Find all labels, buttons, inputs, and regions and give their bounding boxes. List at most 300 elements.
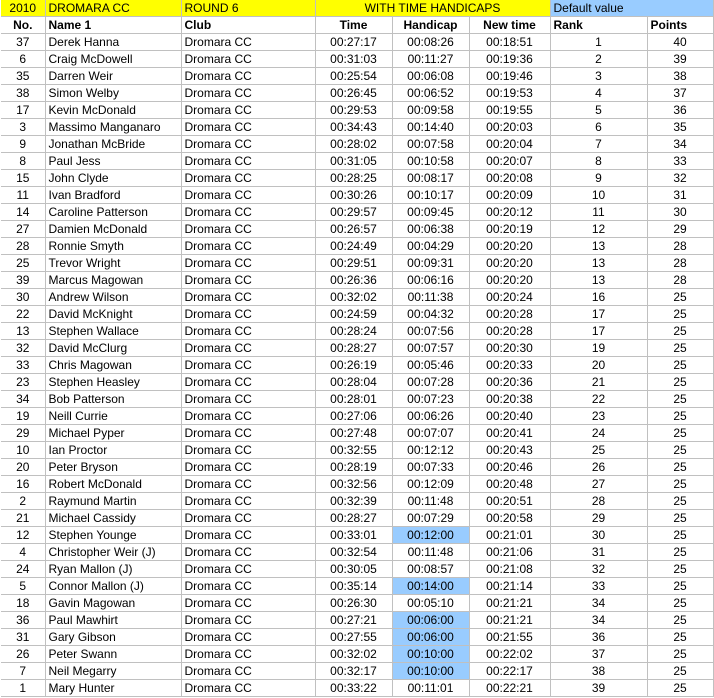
cell-new-time[interactable]: 00:20:08 [469, 170, 550, 187]
cell-new-time[interactable]: 00:19:53 [469, 85, 550, 102]
cell-name[interactable]: Kevin McDonald [45, 102, 181, 119]
cell-no[interactable]: 8 [1, 153, 45, 170]
cell-name[interactable]: Caroline Patterson [45, 204, 181, 221]
cell-handicap[interactable]: 00:04:32 [392, 306, 469, 323]
cell-time[interactable]: 00:28:02 [315, 136, 392, 153]
cell-name[interactable]: Stephen Heasley [45, 374, 181, 391]
cell-time[interactable]: 00:31:03 [315, 51, 392, 68]
cell-club[interactable]: Dromara CC [181, 255, 315, 272]
cell-time[interactable]: 00:26:36 [315, 272, 392, 289]
cell-time[interactable]: 00:32:55 [315, 442, 392, 459]
cell-handicap[interactable]: 00:10:58 [392, 153, 469, 170]
cell-no[interactable]: 25 [1, 255, 45, 272]
cell-new-time[interactable]: 00:21:14 [469, 578, 550, 595]
cell-handicap[interactable]: 00:08:26 [392, 34, 469, 51]
cell-no[interactable]: 34 [1, 391, 45, 408]
cell-handicap[interactable]: 00:07:58 [392, 136, 469, 153]
cell-no[interactable]: 32 [1, 340, 45, 357]
cell-points[interactable]: 29 [647, 221, 713, 238]
cell-rank[interactable]: 21 [550, 374, 647, 391]
cell-time[interactable]: 00:27:55 [315, 629, 392, 646]
cell-new-time[interactable]: 00:20:09 [469, 187, 550, 204]
cell-name[interactable]: Gary Gibson [45, 629, 181, 646]
cell-handicap[interactable]: 00:10:17 [392, 187, 469, 204]
cell-club[interactable]: Dromara CC [181, 102, 315, 119]
cell-new-time[interactable]: 00:22:17 [469, 663, 550, 680]
header-name[interactable]: Name 1 [45, 17, 181, 34]
cell-points[interactable]: 25 [647, 425, 713, 442]
cell-time[interactable]: 00:27:06 [315, 408, 392, 425]
cell-new-time[interactable]: 00:19:46 [469, 68, 550, 85]
cell-points[interactable]: 25 [647, 357, 713, 374]
cell-name[interactable]: Mary Hunter [45, 680, 181, 697]
cell-time[interactable]: 00:25:54 [315, 68, 392, 85]
cell-points[interactable]: 25 [647, 527, 713, 544]
cell-points[interactable]: 25 [647, 646, 713, 663]
cell-handicap[interactable]: 00:11:01 [392, 680, 469, 697]
cell-no[interactable]: 22 [1, 306, 45, 323]
cell-rank[interactable]: 29 [550, 510, 647, 527]
cell-no[interactable]: 16 [1, 476, 45, 493]
cell-club[interactable]: Dromara CC [181, 204, 315, 221]
cell-name[interactable]: Neil Megarry [45, 663, 181, 680]
cell-handicap[interactable]: 00:07:33 [392, 459, 469, 476]
cell-club[interactable]: Dromara CC [181, 34, 315, 51]
cell-club[interactable]: Dromara CC [181, 459, 315, 476]
cell-points[interactable]: 25 [647, 629, 713, 646]
cell-no[interactable]: 36 [1, 612, 45, 629]
cell-rank[interactable]: 34 [550, 612, 647, 629]
cell-handicap[interactable]: 00:14:40 [392, 119, 469, 136]
cell-no[interactable]: 12 [1, 527, 45, 544]
cell-handicap[interactable]: 00:08:57 [392, 561, 469, 578]
cell-rank[interactable]: 38 [550, 663, 647, 680]
cell-points[interactable]: 40 [647, 34, 713, 51]
cell-name[interactable]: Peter Swann [45, 646, 181, 663]
cell-rank[interactable]: 6 [550, 119, 647, 136]
cell-no[interactable]: 37 [1, 34, 45, 51]
cell-club[interactable]: Dromara CC [181, 85, 315, 102]
cell-no[interactable]: 39 [1, 272, 45, 289]
cell-new-time[interactable]: 00:21:01 [469, 527, 550, 544]
cell-club[interactable]: Dromara CC [181, 476, 315, 493]
cell-handicap[interactable]: 00:07:07 [392, 425, 469, 442]
cell-club[interactable]: Dromara CC [181, 612, 315, 629]
cell-new-time[interactable]: 00:20:48 [469, 476, 550, 493]
cell-club[interactable]: Dromara CC [181, 153, 315, 170]
cell-points[interactable]: 25 [647, 306, 713, 323]
cell-club[interactable]: Dromara CC [181, 187, 315, 204]
cell-points[interactable]: 34 [647, 136, 713, 153]
cell-handicap[interactable]: 00:06:16 [392, 272, 469, 289]
cell-no[interactable]: 11 [1, 187, 45, 204]
cell-new-time[interactable]: 00:20:19 [469, 221, 550, 238]
cell-no[interactable]: 31 [1, 629, 45, 646]
cell-points[interactable]: 36 [647, 102, 713, 119]
cell-no[interactable]: 23 [1, 374, 45, 391]
cell-points[interactable]: 28 [647, 238, 713, 255]
cell-name[interactable]: Damien McDonald [45, 221, 181, 238]
cell-name[interactable]: Stephen Wallace [45, 323, 181, 340]
cell-new-time[interactable]: 00:22:02 [469, 646, 550, 663]
cell-time[interactable]: 00:33:01 [315, 527, 392, 544]
header-new-time[interactable]: New time [469, 17, 550, 34]
cell-points[interactable]: 25 [647, 340, 713, 357]
cell-new-time[interactable]: 00:19:36 [469, 51, 550, 68]
cell-handicap[interactable]: 00:10:00 [392, 646, 469, 663]
cell-club[interactable]: Dromara CC [181, 272, 315, 289]
cell-handicap[interactable]: 00:06:52 [392, 85, 469, 102]
cell-handicap[interactable]: 00:12:12 [392, 442, 469, 459]
cell-rank[interactable]: 27 [550, 476, 647, 493]
cell-new-time[interactable]: 00:20:07 [469, 153, 550, 170]
cell-time[interactable]: 00:32:17 [315, 663, 392, 680]
cell-no[interactable]: 18 [1, 595, 45, 612]
cell-handicap[interactable]: 00:09:31 [392, 255, 469, 272]
cell-points[interactable]: 37 [647, 85, 713, 102]
cell-name[interactable]: Michael Cassidy [45, 510, 181, 527]
cell-handicap[interactable]: 00:05:10 [392, 595, 469, 612]
cell-new-time[interactable]: 00:20:36 [469, 374, 550, 391]
cell-no[interactable]: 24 [1, 561, 45, 578]
cell-points[interactable]: 33 [647, 153, 713, 170]
cell-club[interactable]: Dromara CC [181, 221, 315, 238]
cell-time[interactable]: 00:30:26 [315, 187, 392, 204]
cell-name[interactable]: David McClurg [45, 340, 181, 357]
cell-new-time[interactable]: 00:22:21 [469, 680, 550, 697]
cell-time[interactable]: 00:27:21 [315, 612, 392, 629]
cell-handicap[interactable]: 00:12:09 [392, 476, 469, 493]
cell-name[interactable]: Derek Hanna [45, 34, 181, 51]
cell-rank[interactable]: 16 [550, 289, 647, 306]
cell-rank[interactable]: 33 [550, 578, 647, 595]
cell-no[interactable]: 17 [1, 102, 45, 119]
cell-points[interactable]: 25 [647, 374, 713, 391]
cell-points[interactable]: 25 [647, 408, 713, 425]
cell-time[interactable]: 00:28:27 [315, 340, 392, 357]
cell-handicap[interactable]: 00:11:27 [392, 51, 469, 68]
cell-no[interactable]: 26 [1, 646, 45, 663]
cell-handicap[interactable]: 00:04:29 [392, 238, 469, 255]
cell-rank[interactable]: 13 [550, 272, 647, 289]
cell-name[interactable]: Ronnie Smyth [45, 238, 181, 255]
cell-points[interactable]: 25 [647, 493, 713, 510]
cell-new-time[interactable]: 00:19:55 [469, 102, 550, 119]
cell-new-time[interactable]: 00:20:40 [469, 408, 550, 425]
cell-rank[interactable]: 28 [550, 493, 647, 510]
cell-no[interactable]: 14 [1, 204, 45, 221]
cell-handicap[interactable]: 00:05:46 [392, 357, 469, 374]
cell-handicap[interactable]: 00:12:00 [392, 527, 469, 544]
cell-time[interactable]: 00:32:02 [315, 646, 392, 663]
cell-new-time[interactable]: 00:20:20 [469, 255, 550, 272]
cell-handicap[interactable]: 00:06:00 [392, 612, 469, 629]
cell-no[interactable]: 1 [1, 680, 45, 697]
cell-club[interactable]: Dromara CC [181, 391, 315, 408]
cell-rank[interactable]: 22 [550, 391, 647, 408]
cell-name[interactable]: Peter Bryson [45, 459, 181, 476]
cell-points[interactable]: 28 [647, 272, 713, 289]
cell-handicap[interactable]: 00:07:28 [392, 374, 469, 391]
cell-rank[interactable]: 20 [550, 357, 647, 374]
cell-name[interactable]: Connor Mallon (J) [45, 578, 181, 595]
cell-points[interactable]: 25 [647, 289, 713, 306]
cell-no[interactable]: 15 [1, 170, 45, 187]
header-handicap[interactable]: Handicap [392, 17, 469, 34]
cell-rank[interactable]: 11 [550, 204, 647, 221]
cell-rank[interactable]: 5 [550, 102, 647, 119]
cell-club[interactable]: Dromara CC [181, 306, 315, 323]
cell-name[interactable]: David McKnight [45, 306, 181, 323]
cell-no[interactable]: 10 [1, 442, 45, 459]
cell-name[interactable]: Andrew Wilson [45, 289, 181, 306]
cell-name[interactable]: Simon Welby [45, 85, 181, 102]
cell-rank[interactable]: 2 [550, 51, 647, 68]
cell-club[interactable]: Dromara CC [181, 510, 315, 527]
header-rank[interactable]: Rank [550, 17, 647, 34]
header-points[interactable]: Points [647, 17, 713, 34]
cell-new-time[interactable]: 00:20:20 [469, 238, 550, 255]
cell-no[interactable]: 20 [1, 459, 45, 476]
cell-no[interactable]: 9 [1, 136, 45, 153]
cell-new-time[interactable]: 00:20:46 [469, 459, 550, 476]
header-time[interactable]: Time [315, 17, 392, 34]
cell-rank[interactable]: 13 [550, 255, 647, 272]
cell-name[interactable]: Ivan Bradford [45, 187, 181, 204]
cell-new-time[interactable]: 00:20:58 [469, 510, 550, 527]
cell-club[interactable]: Dromara CC [181, 340, 315, 357]
cell-club[interactable]: Dromara CC [181, 357, 315, 374]
cell-points[interactable]: 25 [647, 323, 713, 340]
cell-time[interactable]: 00:26:57 [315, 221, 392, 238]
cell-handicap[interactable]: 00:06:00 [392, 629, 469, 646]
cell-points[interactable]: 25 [647, 442, 713, 459]
cell-rank[interactable]: 37 [550, 646, 647, 663]
header-no[interactable]: No. [1, 17, 45, 34]
cell-no[interactable]: 6 [1, 51, 45, 68]
cell-points[interactable]: 25 [647, 459, 713, 476]
cell-handicap[interactable]: 00:14:00 [392, 578, 469, 595]
cell-time[interactable]: 00:33:22 [315, 680, 392, 697]
cell-time[interactable]: 00:26:19 [315, 357, 392, 374]
cell-handicap[interactable]: 00:11:38 [392, 289, 469, 306]
cell-rank[interactable]: 25 [550, 442, 647, 459]
cell-club[interactable]: Dromara CC [181, 527, 315, 544]
cell-club[interactable]: Dromara CC [181, 170, 315, 187]
cell-club[interactable]: Dromara CC [181, 595, 315, 612]
cell-new-time[interactable]: 00:21:06 [469, 544, 550, 561]
cell-points[interactable]: 25 [647, 680, 713, 697]
cell-name[interactable]: Raymund Martin [45, 493, 181, 510]
cell-rank[interactable]: 24 [550, 425, 647, 442]
cell-points[interactable]: 31 [647, 187, 713, 204]
cell-name[interactable]: Massimo Manganaro [45, 119, 181, 136]
cell-club[interactable]: Dromara CC [181, 51, 315, 68]
cell-time[interactable]: 00:29:51 [315, 255, 392, 272]
cell-new-time[interactable]: 00:20:28 [469, 323, 550, 340]
cell-no[interactable]: 38 [1, 85, 45, 102]
header-club[interactable]: Club [181, 17, 315, 34]
cell-name[interactable]: Michael Pyper [45, 425, 181, 442]
cell-club-title[interactable]: DROMARA CC [45, 0, 181, 17]
cell-name[interactable]: John Clyde [45, 170, 181, 187]
cell-no[interactable]: 13 [1, 323, 45, 340]
cell-rank[interactable]: 39 [550, 680, 647, 697]
cell-time[interactable]: 00:27:48 [315, 425, 392, 442]
cell-no[interactable]: 30 [1, 289, 45, 306]
cell-time[interactable]: 00:29:53 [315, 102, 392, 119]
cell-no[interactable]: 27 [1, 221, 45, 238]
cell-points[interactable]: 25 [647, 595, 713, 612]
cell-name[interactable]: Craig McDowell [45, 51, 181, 68]
cell-points[interactable]: 25 [647, 612, 713, 629]
cell-handicap[interactable]: 00:07:23 [392, 391, 469, 408]
cell-name[interactable]: Chris Magowan [45, 357, 181, 374]
cell-new-time[interactable]: 00:18:51 [469, 34, 550, 51]
cell-handicap[interactable]: 00:08:17 [392, 170, 469, 187]
cell-new-time[interactable]: 00:20:04 [469, 136, 550, 153]
cell-club[interactable]: Dromara CC [181, 493, 315, 510]
cell-club[interactable]: Dromara CC [181, 136, 315, 153]
cell-name[interactable]: Neill Currie [45, 408, 181, 425]
cell-name[interactable]: Darren Weir [45, 68, 181, 85]
cell-time[interactable]: 00:32:39 [315, 493, 392, 510]
cell-no[interactable]: 2 [1, 493, 45, 510]
cell-name[interactable]: Trevor Wright [45, 255, 181, 272]
cell-new-time[interactable]: 00:21:21 [469, 595, 550, 612]
cell-rank[interactable]: 26 [550, 459, 647, 476]
cell-handicap[interactable]: 00:09:58 [392, 102, 469, 119]
cell-points[interactable]: 30 [647, 204, 713, 221]
cell-rank[interactable]: 17 [550, 323, 647, 340]
cell-club[interactable]: Dromara CC [181, 289, 315, 306]
cell-club[interactable]: Dromara CC [181, 238, 315, 255]
cell-time[interactable]: 00:28:27 [315, 510, 392, 527]
cell-new-time[interactable]: 00:20:30 [469, 340, 550, 357]
cell-club[interactable]: Dromara CC [181, 119, 315, 136]
cell-club[interactable]: Dromara CC [181, 680, 315, 697]
cell-points[interactable]: 25 [647, 663, 713, 680]
cell-handicap[interactable]: 00:11:48 [392, 544, 469, 561]
cell-new-time[interactable]: 00:20:24 [469, 289, 550, 306]
cell-name[interactable]: Ian Proctor [45, 442, 181, 459]
cell-club[interactable]: Dromara CC [181, 629, 315, 646]
cell-handicap[interactable]: 00:06:08 [392, 68, 469, 85]
cell-points[interactable]: 38 [647, 68, 713, 85]
cell-time[interactable]: 00:26:30 [315, 595, 392, 612]
cell-no[interactable]: 7 [1, 663, 45, 680]
cell-no[interactable]: 5 [1, 578, 45, 595]
cell-new-time[interactable]: 00:20:51 [469, 493, 550, 510]
cell-new-time[interactable]: 00:21:55 [469, 629, 550, 646]
cell-time[interactable]: 00:35:14 [315, 578, 392, 595]
cell-points[interactable]: 25 [647, 561, 713, 578]
cell-time[interactable]: 00:30:05 [315, 561, 392, 578]
cell-time[interactable]: 00:28:04 [315, 374, 392, 391]
cell-name[interactable]: Stephen Younge [45, 527, 181, 544]
cell-rank[interactable]: 9 [550, 170, 647, 187]
cell-name[interactable]: Gavin Magowan [45, 595, 181, 612]
cell-club[interactable]: Dromara CC [181, 561, 315, 578]
cell-points[interactable]: 35 [647, 119, 713, 136]
cell-rank[interactable]: 7 [550, 136, 647, 153]
cell-rank[interactable]: 31 [550, 544, 647, 561]
cell-club[interactable]: Dromara CC [181, 323, 315, 340]
cell-rank[interactable]: 36 [550, 629, 647, 646]
cell-rank[interactable]: 32 [550, 561, 647, 578]
cell-time[interactable]: 00:34:43 [315, 119, 392, 136]
cell-no[interactable]: 28 [1, 238, 45, 255]
cell-name[interactable]: Marcus Magowan [45, 272, 181, 289]
cell-new-time[interactable]: 00:20:20 [469, 272, 550, 289]
cell-club[interactable]: Dromara CC [181, 408, 315, 425]
cell-points[interactable]: 25 [647, 578, 713, 595]
cell-no[interactable]: 19 [1, 408, 45, 425]
cell-name[interactable]: Christopher Weir (J) [45, 544, 181, 561]
cell-time[interactable]: 00:32:54 [315, 544, 392, 561]
cell-new-time[interactable]: 00:20:38 [469, 391, 550, 408]
cell-time[interactable]: 00:26:45 [315, 85, 392, 102]
cell-points[interactable]: 39 [647, 51, 713, 68]
cell-new-time[interactable]: 00:20:41 [469, 425, 550, 442]
cell-year[interactable]: 2010 [1, 0, 45, 17]
cell-handicap[interactable]: 00:11:48 [392, 493, 469, 510]
cell-new-time[interactable]: 00:20:28 [469, 306, 550, 323]
cell-handicap[interactable]: 00:06:26 [392, 408, 469, 425]
cell-rank[interactable]: 17 [550, 306, 647, 323]
cell-default-value[interactable]: Default value [550, 0, 713, 17]
cell-club[interactable]: Dromara CC [181, 646, 315, 663]
cell-new-time[interactable]: 00:20:12 [469, 204, 550, 221]
cell-points[interactable]: 32 [647, 170, 713, 187]
cell-handicap[interactable]: 00:07:56 [392, 323, 469, 340]
cell-new-time[interactable]: 00:21:21 [469, 612, 550, 629]
cell-time[interactable]: 00:28:19 [315, 459, 392, 476]
cell-rank[interactable]: 34 [550, 595, 647, 612]
cell-rank[interactable]: 10 [550, 187, 647, 204]
cell-new-time[interactable]: 00:21:08 [469, 561, 550, 578]
cell-rank[interactable]: 30 [550, 527, 647, 544]
cell-handicap[interactable]: 00:10:00 [392, 663, 469, 680]
cell-club[interactable]: Dromara CC [181, 578, 315, 595]
cell-time[interactable]: 00:24:59 [315, 306, 392, 323]
cell-time[interactable]: 00:24:49 [315, 238, 392, 255]
cell-rank[interactable]: 1 [550, 34, 647, 51]
cell-name[interactable]: Paul Jess [45, 153, 181, 170]
cell-rank[interactable]: 23 [550, 408, 647, 425]
cell-handicap[interactable]: 00:07:29 [392, 510, 469, 527]
cell-club[interactable]: Dromara CC [181, 442, 315, 459]
cell-name[interactable]: Jonathan McBride [45, 136, 181, 153]
cell-rank[interactable]: 19 [550, 340, 647, 357]
cell-new-time[interactable]: 00:20:43 [469, 442, 550, 459]
cell-points[interactable]: 25 [647, 544, 713, 561]
cell-time[interactable]: 00:29:57 [315, 204, 392, 221]
cell-time[interactable]: 00:28:01 [315, 391, 392, 408]
cell-time[interactable]: 00:27:17 [315, 34, 392, 51]
cell-points[interactable]: 25 [647, 391, 713, 408]
cell-no[interactable]: 21 [1, 510, 45, 527]
cell-no[interactable]: 29 [1, 425, 45, 442]
cell-club[interactable]: Dromara CC [181, 425, 315, 442]
cell-rank[interactable]: 12 [550, 221, 647, 238]
cell-new-time[interactable]: 00:20:03 [469, 119, 550, 136]
cell-points[interactable]: 25 [647, 510, 713, 527]
cell-rank[interactable]: 3 [550, 68, 647, 85]
cell-name[interactable]: Paul Mawhirt [45, 612, 181, 629]
cell-points[interactable]: 25 [647, 476, 713, 493]
cell-points[interactable]: 28 [647, 255, 713, 272]
